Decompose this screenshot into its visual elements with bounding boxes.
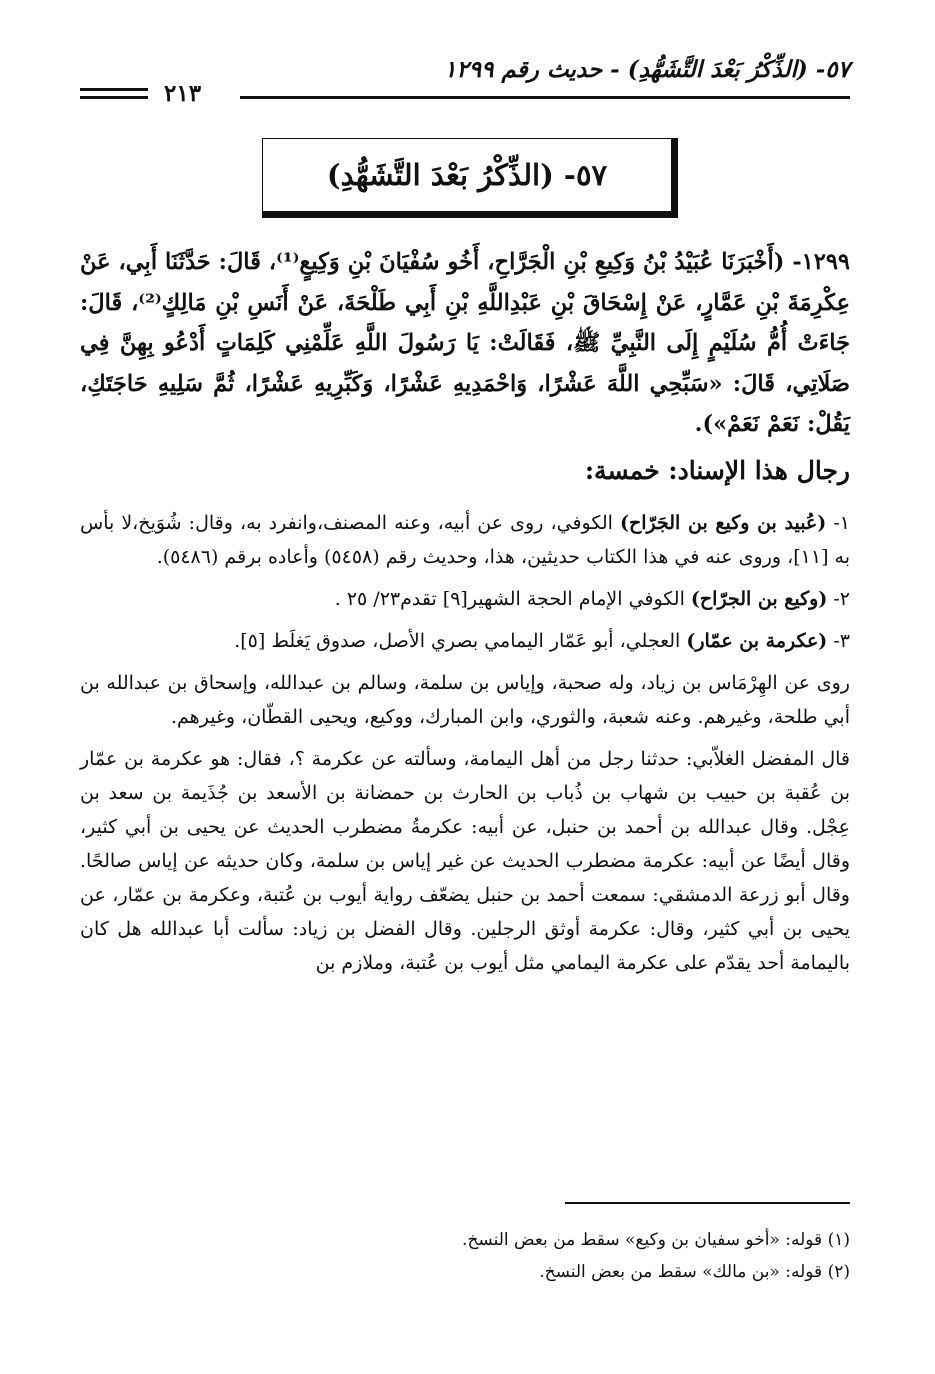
body-paragraph: روى عن الهِرْمَاس بن زياد، وله صحبة، وإياس بن سلمة، وسالم بن عبدالله، وإسحاق بن عبدالله بن أبي طلحة، وغيرهم. وعنه شعبة، والثوري، وابن المبارك، ووكيع، ويحيى القطّان، وغيرهم. bbox=[80, 672, 850, 728]
header-rule bbox=[240, 96, 850, 99]
narrator-entry bbox=[80, 506, 850, 574]
body-paragraph: قال المفضل الغلاّبي: حدثنا رجل من أهل اليمامة، وسألته عن عكرمة ؟، فقال: هو عكرمة بن عمّار بن عُقبة بن حبيب بن شهاب بن ذُباب بن الحارث بن حمضانة بن الأسعد بن جُذَيمة بن سعد بن عِجْل. وقال عبدالله بن أحمد بن حنبل، عن أبيه: عكرمةُ مضطرب الحديث عن يحيى بن أبي كثير، وقال أيضًا عن أبيه: عكرمة مضطرب الحديث عن غير إياس بن سلمة، وكان حديثه عن إياس صالحًا. وقال أبو زرعة الدمشقي: سمعت أحمد بن حنبل يضعّف رواية أيوب بن عُتبة، وعكرمة بن عمّار، عن يحيى بن أبي كثير، وقال: عكرمة أوثق الرجلين. وقال الفضل بن زياد: سألت أبا عبدالله هل كان باليمامة أحد يقدّم على عكرمة اليمامي مثل أيوب بن عُتبة، وملازم بن bbox=[80, 748, 850, 974]
footnotes bbox=[80, 1224, 850, 1288]
narrator-name: (عكرمة بن عمّار) bbox=[686, 630, 828, 652]
narrator-name: (عُبيد بن وكيع بن الجَرّاح) bbox=[619, 512, 827, 534]
narrator-entry bbox=[80, 582, 850, 616]
narrator-description: العجلي، أبو عَمّار اليمامي بصري الأصل، صدوق يَغلَط [٥]. bbox=[234, 630, 687, 652]
page-number: ٢١٣ bbox=[164, 80, 202, 107]
footnote: (١) قوله: «أخو سفيان بن وكيع» سقط من بعض النسخ. bbox=[462, 1230, 850, 1250]
narrator-number: ١- bbox=[826, 512, 850, 534]
chapter-title-box bbox=[262, 138, 678, 218]
narrators-section bbox=[80, 506, 850, 980]
narrator-description: الكوفي الإمام الحجة الشهير[٩] تقدم٢٣/ ٢٥ . bbox=[334, 588, 691, 610]
narrator-entry bbox=[80, 624, 850, 658]
header-rule-short-top bbox=[80, 88, 148, 91]
narrator-number: ٢- bbox=[827, 588, 850, 610]
narrator-description: الكوفي، روى عن أبيه، وعنه المصنف،وانفرد به، وقال: شُوَيخ،لا بأس به [١١]، وروى عنه في هذا الكتاب حديثين، هذا، وحديث رقم (٥٤٥٨) وأعاده برقم (٥٤٨٦). bbox=[80, 512, 850, 568]
narrator-number: ٣- bbox=[827, 630, 850, 652]
running-title: ٥٧- (الذِّكْرُ بَعْدَ التَّشَهُّدِ) - حديث رقم ١٢٩٩ bbox=[444, 56, 850, 83]
hadith-text: ١٢٩٩- (أَخْبَرَنَا عُبَيْدُ بْنُ وَكِيعِ بْنِ الْجَرَّاحِ، أَخُو سُفْيَانَ بْنِ وَكِيعٍ⁽¹⁾، قَالَ: حَدَّثَنَا أَبِي، عَنْ عِكْرِمَةَ بْنِ عَمَّارٍ، عَنْ إِسْحَاقَ بْنِ عَبْدِاللَّهِ بْنِ أَبِي طَلْحَةَ، عَنْ أَنَسِ بْنِ مَالِكٍ⁽²⁾، قَالَ: جَاءَتْ أُمُّ سُلَيْمٍ إِلَى النَّبِيِّ ﷺ، فَقَالَتْ: يَا رَسُولَ اللَّهِ عَلِّمْنِي كَلِمَاتٍ أَدْعُو بِهِنَّ فِي صَلَاتِي، قَالَ: «سَبِّحِي اللَّهَ عَشْرًا، وَاحْمَدِيهِ عَشْرًا، وَكَبِّرِيهِ عَشْرًا، ثُمَّ سَلِيهِ حَاجَتَكِ، يَقُلْ: نَعَمْ نَعَمْ»). bbox=[80, 249, 851, 437]
chapter-title: ٥٧- (الذِّكْرُ بَعْدَ التَّشَهُّدِ) bbox=[326, 158, 608, 192]
footnote-rule bbox=[565, 1202, 850, 1204]
narrator-name: (وكيع بن الجرّاح) bbox=[690, 588, 828, 610]
header-rule-short-bottom bbox=[80, 96, 148, 99]
page-header bbox=[80, 52, 850, 107]
narrators-heading: رجال هذا الإسناد: خمسة: bbox=[584, 456, 850, 485]
footnote: (٢) قوله: «بن مالك» سقط من بعض النسخ. bbox=[539, 1262, 850, 1282]
